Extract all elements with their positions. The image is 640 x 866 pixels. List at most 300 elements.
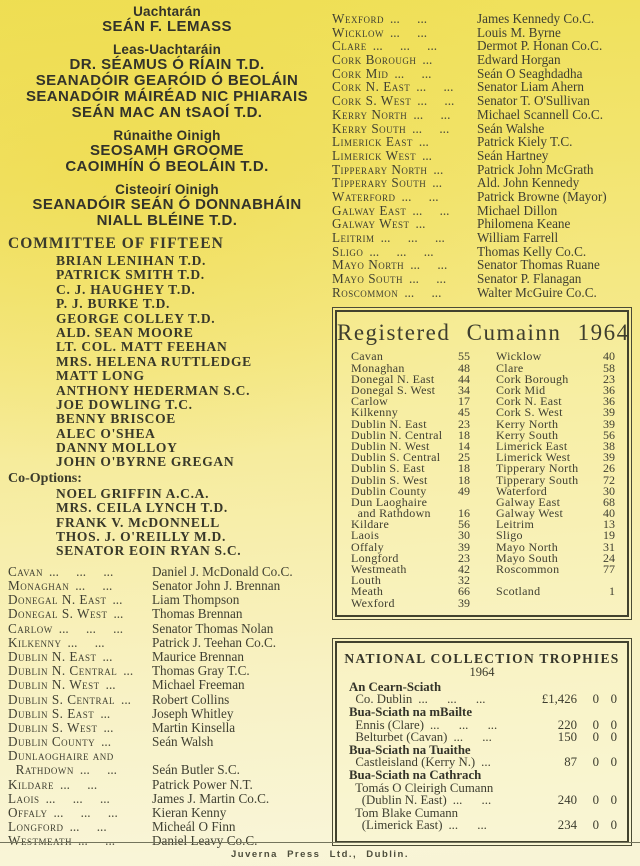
delegate-county: Laois [8, 790, 40, 806]
cumainn-county: Kildare [351, 517, 390, 532]
delegate-name: Philomena Keane [477, 216, 571, 232]
committee-member: ANTHONY HEDERMAN S.C. [56, 382, 251, 398]
trophy-amount-pounds: 150 [557, 730, 577, 745]
cumainn-county: Cavan [351, 349, 384, 364]
registered-cumainn-box [332, 307, 632, 619]
delegate-row [332, 39, 632, 53]
trophy-amount-shillings: 0 [592, 793, 599, 808]
delegate-name: Michael Freeman [152, 677, 245, 693]
trophy-amount-pounds: £1,426 [541, 692, 577, 707]
delegate-row [8, 792, 326, 806]
leader-dots: ... ... [448, 819, 487, 832]
trophy-label: Co. Dublin [349, 692, 413, 707]
leader-dots: ... ... [452, 794, 492, 807]
officer-group-leas-uachtarain [8, 42, 326, 121]
trophy-amount-shillings: 0 [592, 755, 599, 770]
delegate-county: Tipperary South [332, 175, 427, 191]
delegate-name: James Kennedy Co.C. [477, 11, 595, 26]
delegate-name: Seán O Seaghdadha [477, 65, 583, 81]
delegate-row [332, 176, 632, 190]
cumainn-county: Carlow [351, 394, 389, 409]
trophy-amount-shillings: 0 [592, 818, 599, 833]
leader-dots: ... ... ... [369, 244, 434, 259]
delegate-name [152, 749, 326, 763]
committee-member: ALEC O'SHEA [56, 425, 156, 441]
trophy-amount-pence: 0 [610, 692, 617, 707]
registered-cumainn-title: Registered Cumainn 1964 [337, 320, 630, 346]
delegate-row [332, 26, 632, 40]
delegate-name: Liam Thompson [152, 592, 240, 608]
cumainn-count: 18 [458, 461, 470, 476]
delegate-name: Daniel J. McDonald Co.C. [152, 563, 293, 579]
delegate-row [8, 593, 326, 607]
delegate-row [332, 272, 632, 286]
officer-title: Uachtarán [133, 4, 201, 19]
leader-dots: ... [481, 756, 491, 769]
delegate-name: Micheál O Finn [152, 819, 236, 835]
trophy-row [349, 769, 617, 782]
committee-member: P. J. BURKE T.D. [56, 296, 171, 312]
cumainn-count: 39 [603, 416, 615, 431]
cumainn-count: 30 [458, 528, 470, 543]
co-option-member: NOEL GRIFFIN A.C.A. [56, 485, 210, 501]
officer-name: SEANADÓIR MÁIRÉAD NIC PHIARAIS [25, 88, 308, 105]
officer-name: DR. SÉAMUS Ó RÍAIN T.D. [69, 56, 265, 73]
delegate-row [332, 217, 632, 231]
delegate-county: Tipperary North [332, 161, 428, 177]
cumainn-county: Waterford [496, 483, 548, 498]
cumainn-county: Monaghan [351, 360, 405, 375]
leader-dots: ... ... [410, 258, 448, 273]
co-options-section [8, 471, 326, 559]
committee-member: DANNY MOLLOY [56, 440, 178, 456]
printer-imprint: Juverna Press Ltd., Dublin. [231, 849, 409, 860]
cumainn-count: 38 [603, 438, 615, 453]
cumainn-county: Mayo North [496, 539, 558, 554]
trophy-amount-shillings [577, 769, 599, 782]
delegate-row [332, 122, 632, 136]
right-column [332, 6, 632, 846]
cumainn-county: Kilkenny [351, 405, 399, 420]
cumainn-county: Clare [496, 360, 524, 375]
footer-divider [0, 842, 640, 843]
cumainn-county: Meath [351, 584, 384, 599]
delegate-county: Galway East [332, 202, 407, 218]
cumainn-county: and Rathdown [351, 506, 431, 521]
delegate-name: Joseph Whitley [152, 705, 234, 721]
leader-dots [481, 769, 525, 782]
delegate-name: Louis M. Byrne [477, 24, 561, 40]
cumainn-count: 36 [603, 394, 615, 409]
officer-name: SEOSAMH GROOME [90, 142, 244, 159]
leader-dots [114, 749, 152, 763]
delegate-row [8, 565, 326, 579]
delegate-row [332, 135, 632, 149]
officer-name: SEANADÓIR SEÁN Ó DONNABHÁIN [32, 196, 302, 213]
leader-dots: ... [101, 735, 111, 750]
delegate-row [332, 245, 632, 259]
delegate-name: James J. Martin Co.C. [152, 790, 270, 806]
cumainn-county: Dublin County [351, 483, 427, 498]
cumainn-count: 34 [458, 383, 470, 397]
delegate-name: Dermot P. Honan Co.C. [477, 38, 603, 54]
leader-dots: ... [432, 176, 443, 190]
leader-dots [493, 782, 525, 795]
cumainn-county: Donegal S. West [351, 383, 436, 397]
cumainn-count: 14 [458, 438, 470, 453]
delegate-row [8, 749, 326, 763]
delegate-county: Donegal S. West [8, 606, 108, 622]
delegate-name: Senator T. O'Sullivan [477, 93, 590, 109]
cumainn-county: Dublin S. East [351, 461, 425, 476]
trophy-amount-pence [599, 769, 617, 782]
delegate-name: Seán Walsh [152, 734, 214, 750]
delegate-row [8, 820, 326, 834]
delegate-row [332, 108, 632, 122]
leader-dots: ... ... [394, 66, 432, 81]
delegate-county: Cork S. West [332, 93, 412, 109]
delegate-county: Kilkenny [8, 634, 62, 650]
delegate-county: Dublin S. Central [8, 691, 116, 707]
cumainn-count: 39 [458, 539, 470, 554]
delegate-name: Patrick J. Teehan Co.C. [152, 634, 277, 650]
delegate-name: Senator John J. Brennan [152, 578, 281, 593]
delegate-county: Leitrim [332, 230, 375, 245]
leader-dots: ... ... [417, 94, 455, 108]
delegate-row [332, 67, 632, 81]
delegate-county: Dublin S. East [8, 705, 95, 721]
delegate-county: Wexford [332, 11, 384, 26]
trophy-amount-pounds: 234 [557, 818, 577, 833]
delegate-name: Edward Horgan [477, 52, 561, 68]
cumainn-row [496, 586, 615, 597]
trophy-amount-pounds: 220 [557, 717, 577, 732]
delegate-county: Sligo [332, 243, 364, 259]
delegate-county: Kildare [8, 776, 55, 792]
delegate-county: Monaghan [8, 578, 70, 593]
trophy-label: Belturbet (Cavan) [349, 730, 448, 745]
leader-dots: ... ... [79, 763, 117, 778]
cumainn-count: 16 [458, 506, 470, 521]
delegate-county: Rathdown [8, 762, 74, 778]
delegate-county: Donegal N. East [8, 592, 107, 608]
cumainn-count: 68 [603, 494, 615, 509]
leader-dots: ... [102, 649, 113, 664]
delegate-name: Seán Hartney [477, 147, 549, 163]
trophy-amount-pounds: 240 [557, 793, 577, 808]
cumainn-count: 49 [458, 483, 470, 498]
trophy-row [349, 794, 617, 807]
delegate-name: Thomas Gray T.C. [152, 663, 250, 679]
registered-cumainn-table [337, 351, 627, 614]
committee-title: COMMITTEE OF FIFTEEN [8, 235, 224, 252]
trophies-box [332, 638, 632, 846]
delegate-name: Kieran Kenny [152, 805, 227, 820]
delegate-name: Senator Liam Ahern [477, 79, 584, 95]
cumainn-county: Sligo [496, 528, 523, 543]
leader-dots: ... ... [67, 635, 105, 650]
trophy-label: Bua-Sciath na Cathrach [349, 767, 482, 782]
cumainn-count: 44 [458, 371, 470, 386]
delegate-row [8, 693, 326, 707]
co-option-member: THOS. J. O'REILLY M.D. [56, 529, 227, 545]
delegate-name: Senator P. Flanagan [477, 271, 582, 287]
trophy-label: An Cearn-Sciath [349, 679, 442, 694]
delegate-county: Cork Borough [332, 52, 417, 68]
leader-dots: ... ... ... [53, 806, 118, 820]
trophy-amount-shillings: 0 [592, 730, 599, 745]
cumainn-count: 66 [458, 584, 470, 599]
officer-name: NIALL BLÉINE T.D. [96, 212, 238, 229]
delegate-county: Cavan [8, 563, 43, 579]
left-column [8, 4, 326, 849]
delegate-county: Kerry North [332, 106, 408, 122]
trophy-amount-pounds [525, 769, 577, 782]
delegate-row [332, 286, 632, 300]
delegate-name: Michael Dillon [477, 202, 558, 218]
officer-name: CAOIMHÍN Ó BEOLÁIN T.D. [65, 158, 269, 175]
co-option-member: MRS. CEILA LYNCH T.D. [56, 500, 228, 516]
leader-dots: ... [415, 217, 426, 231]
leader-dots: ... ... [389, 12, 428, 26]
leader-dots: ... ... [404, 285, 442, 300]
officer-name: SEANADÓIR GEARÓID Ó BEOLÁIN [35, 72, 299, 89]
trophy-row [349, 706, 617, 719]
cumainn-county: Roscommon [496, 562, 560, 576]
leader-dots: ... [422, 53, 433, 67]
delegate-county: Roscommon [332, 284, 399, 300]
leader-dots: ... ... ... [380, 231, 445, 245]
delegate-row [332, 163, 632, 177]
cumainn-count: 55 [458, 349, 470, 364]
leader-dots: ... ... [416, 80, 454, 95]
trophy-amount-pence: 0 [610, 755, 617, 770]
trophy-label: (Limerick East) [349, 818, 443, 833]
leader-dots: ... ... [412, 121, 450, 136]
trophy-amount-pounds: 87 [564, 755, 577, 770]
leader-dots: ... ... [69, 820, 107, 835]
officer-title: Cisteoirí Oinigh [115, 182, 219, 197]
cumainn-count: 18 [458, 472, 470, 487]
cumainn-count: 39 [458, 595, 470, 610]
cumainn-count: 40 [603, 506, 615, 521]
committee-member: ALD. SEAN MOORE [56, 324, 194, 340]
delegate-row [8, 664, 326, 678]
trophy-amount-pounds [525, 706, 577, 719]
delegate-row [8, 622, 326, 636]
cumainn-county: Tipperary South [496, 472, 579, 487]
delegate-county: Offaly [8, 805, 48, 820]
trophy-amount-shillings: 0 [592, 692, 599, 707]
delegate-county: Dublin S. West [8, 719, 98, 735]
cumainn-county: Dublin S. Central [351, 450, 441, 465]
committee-member: LT. COL. MATT FEEHAN [56, 339, 228, 355]
leader-dots: ... [113, 607, 124, 622]
cumainn-count: 31 [603, 539, 615, 554]
trophy-amount-pence: 0 [610, 730, 617, 745]
trophy-amount-pence: 0 [610, 717, 617, 732]
delegate-row [8, 735, 326, 749]
trophy-label: Tom Blake Cumann [349, 805, 459, 820]
trophy-amount-shillings [577, 706, 599, 719]
leader-dots: ... [123, 664, 134, 679]
delegate-name: Patrick John McGrath [477, 161, 594, 177]
cumainn-county: Donegal N. East [351, 371, 435, 386]
trophy-amount-pence: 0 [610, 818, 617, 833]
leader-dots: ... ... [75, 579, 113, 593]
cumainn-county: Limerick East [496, 438, 568, 453]
delegate-county: Limerick East [332, 134, 413, 150]
cumainn-county: Laois [351, 528, 380, 543]
cumainn-count: 72 [603, 472, 615, 487]
committee-member: PATRICK SMITH T.D. [56, 267, 205, 283]
cumainn-count: 45 [458, 405, 470, 420]
leader-dots: ... [418, 135, 429, 149]
leader-dots: ... ... [60, 777, 98, 792]
cumainn-count: 40 [603, 349, 615, 364]
trophies-year: 1964 [469, 664, 495, 679]
cumainn-column-right [492, 351, 615, 608]
trophy-label: Tomás O Cleirigh Cumann [349, 780, 494, 795]
delegate-row [8, 806, 326, 820]
officer-group-runaithe [8, 128, 326, 175]
delegate-county: Mayo North [332, 257, 405, 273]
cumainn-county: Westmeath [351, 562, 407, 576]
delegate-row [332, 80, 632, 94]
trophy-label: Ennis (Clare) [349, 717, 424, 732]
cumainn-column-left [351, 351, 492, 608]
delegate-county: Waterford [332, 188, 396, 204]
delegate-name: Seán Butler S.C. [152, 762, 240, 778]
leader-dots: ... [121, 692, 131, 707]
cumainn-county: Dublin S. West [351, 472, 428, 487]
delegate-county: Longford [8, 819, 64, 835]
cumainn-count: 48 [458, 360, 470, 375]
trophy-label: Castleisland (Kerry N.) [349, 755, 476, 770]
cumainn-count: 56 [603, 427, 615, 442]
leader-dots: ... [103, 720, 114, 735]
officers-section [8, 4, 326, 229]
trophy-label: Bua-Sciath na Tuaithe [349, 742, 471, 757]
cumainn-county: Offaly [351, 539, 384, 554]
delegate-county: Cork N. East [332, 79, 411, 95]
cumainn-count: 24 [603, 550, 615, 565]
leader-dots [458, 807, 525, 820]
leader-dots: ... ... ... [45, 791, 110, 806]
delegate-row [332, 12, 632, 26]
officer-group-cisteoiri [8, 182, 326, 229]
officer-group-uachtaran [8, 4, 326, 35]
trophy-row [349, 731, 617, 744]
leader-dots: ... ... [412, 203, 450, 218]
committee-member: GEORGE COLLEY T.D. [56, 310, 216, 326]
committee-member: BRIAN LENIHAN T.D. [56, 253, 207, 268]
trophies-title: NATIONAL COLLECTION TROPHIES [344, 650, 620, 666]
delegate-row [8, 763, 326, 777]
delegate-name: William Farrell [477, 230, 559, 245]
delegate-row [8, 721, 326, 735]
leader-dots: ... ... [401, 189, 439, 204]
cumainn-county: Cork Mid [496, 383, 546, 397]
cumainn-county: Dublin N. Central [351, 427, 443, 442]
leader-dots: ... [422, 148, 432, 163]
leader-dots: ... [105, 678, 116, 693]
leader-dots: ... [100, 706, 111, 721]
delegate-name: Senator Thomas Nolan [152, 620, 274, 636]
delegate-name: Robert Collins [152, 691, 230, 707]
leader-dots: ... ... [409, 272, 447, 286]
delegate-row [332, 204, 632, 218]
delegate-county: Mayo South [332, 271, 404, 287]
cumainn-count: 13 [603, 517, 615, 532]
leader-dots: ... ... ... [418, 693, 486, 706]
delegate-row [332, 258, 632, 272]
leader-dots: ... ... [389, 25, 428, 40]
co-option-member: FRANK V. McDONNELL [56, 514, 220, 530]
delegate-county: Dublin N. Central [8, 663, 118, 679]
officer-name: SEÁN F. LEMASS [102, 18, 232, 35]
cumainn-count: 30 [603, 483, 615, 498]
committee-section [8, 236, 326, 470]
committee-member: C. J. HAUGHEY T.D. [56, 281, 196, 297]
cumainn-county: Wexford [351, 595, 395, 610]
officer-name: SEÁN MAC AN tSAOÍ T.D. [71, 104, 263, 121]
delegate-county: Limerick West [332, 147, 417, 163]
cumainn-county: Galway West [496, 506, 564, 521]
cumainn-count: 23 [458, 416, 470, 431]
delegate-row [8, 636, 326, 650]
trophy-label: Bua-Sciath na mBailte [349, 704, 473, 719]
cumainn-county: Leitrim [496, 517, 535, 532]
delegate-row [332, 149, 632, 163]
delegate-county: Galway West [332, 216, 410, 232]
leader-dots: ... ... ... [48, 564, 114, 579]
delegate-name: Walter McGuire Co.C. [477, 284, 597, 300]
delegate-county: Carlow [8, 620, 53, 636]
trophy-amount-pence [599, 706, 617, 719]
leader-dots [472, 706, 525, 719]
committee-member: JOHN O'BYRNE GREGAN [56, 454, 235, 470]
trophy-row [349, 819, 617, 832]
leader-dots [441, 681, 525, 694]
delegate-row [332, 190, 632, 204]
cumainn-county: Dublin N. East [351, 416, 427, 431]
delegate-county: Clare [332, 38, 367, 54]
cumainn-count: 39 [603, 405, 615, 420]
cumainn-count: 25 [458, 450, 470, 465]
delegate-county: Kerry South [332, 120, 407, 136]
delegate-name: Senator Thomas Ruane [477, 257, 600, 273]
delegate-name: Thomas Brennan [152, 606, 243, 622]
delegate-county: Dunlaoghaire and [8, 748, 114, 764]
cumainn-county: Cork N. East [496, 394, 562, 409]
cumainn-count: 17 [458, 394, 470, 409]
delegate-name: Patrick Kiely T.C. [477, 134, 573, 150]
cumainn-county: Dublin N. West [351, 438, 430, 453]
delegate-name: Ald. John Kennedy [477, 175, 580, 191]
cumainn-county: Wicklow [496, 349, 542, 364]
cumainn-county: Longford [351, 550, 399, 565]
cumainn-county: Louth [351, 573, 382, 588]
cumainn-county: Galway East [496, 494, 561, 509]
trophy-amount-shillings: 0 [592, 717, 599, 732]
registered-cumainn-box-inner [335, 310, 629, 616]
committee-member: MATT LONG [56, 368, 145, 384]
cumainn-county: Limerick West [496, 450, 571, 465]
delegate-county: Dublin County [8, 734, 96, 750]
delegate-row [332, 53, 632, 67]
delegate-county: Dublin N. West [8, 677, 100, 693]
